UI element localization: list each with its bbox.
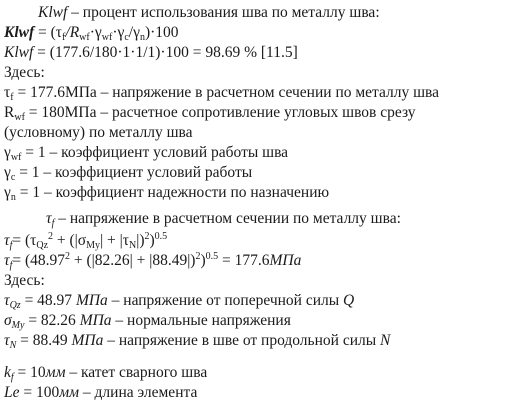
where-label-text: Здесь:: [4, 64, 45, 81]
smy-symbol: σ: [4, 312, 12, 329]
le-unit: мм: [59, 384, 80, 401]
tau-heading-text: – напряжение в расчетном сечении по металлу шва:: [54, 210, 401, 227]
gamma-c-sub: c: [10, 172, 16, 183]
smy-unit: МПа: [79, 312, 112, 329]
general-formula: [4, 24, 521, 42]
tqz-sub: Qz: [9, 300, 21, 311]
r-def-text-2: (условному) по металлу шва: [4, 124, 193, 141]
where-label-2-text: Здесь:: [4, 272, 45, 289]
tau-f1-a-sup: 2: [48, 231, 54, 242]
r-def-text: = 180МПа – расчетное сопротивление угловых швов срезу: [24, 104, 416, 121]
def-tau-qz: [4, 292, 521, 310]
def-gamma-c: [4, 164, 521, 182]
gamma-wf-sub: wf: [10, 152, 22, 163]
def-kf: [4, 364, 521, 382]
def-r-wf-cont: [4, 124, 521, 142]
tqz-text: – напряжение от поперечной силы: [107, 292, 344, 309]
tau-heading-sub: f: [51, 218, 55, 229]
numeric-rhs: = (177.6/180·1·1/1)·100 = 98.69 % [11.5]: [33, 44, 298, 61]
kf-unit: мм: [45, 364, 66, 381]
tau-f1-d-sup: 2: [144, 231, 150, 242]
def-le: [4, 384, 521, 402]
tau-f2-c-sup: 0.5: [205, 251, 219, 262]
tau-f1-b-sub: My: [86, 240, 101, 251]
tau-section-heading: [46, 210, 521, 228]
gamma-wf-symbol: γ: [4, 144, 11, 161]
kf-symbol: k: [4, 364, 11, 381]
tau-f1-b: + (|σ: [53, 232, 87, 249]
formula-sub-wf-2: wf: [101, 32, 113, 43]
tau-f1-lhs: τ: [4, 232, 10, 249]
tau-f1-a-sub: Qz: [36, 240, 49, 251]
formula-part-5: /γ: [128, 24, 140, 41]
def-tau-n: [4, 332, 521, 350]
tau-f1-d: |): [136, 232, 145, 249]
title-line: [38, 4, 521, 22]
formula-sub-f: f: [62, 32, 66, 43]
tqz-unit: МПа: [75, 292, 108, 309]
formula-lhs: Klwf: [4, 24, 35, 41]
tau-f2-a-sup: 2: [65, 251, 70, 262]
smy-text: – нормальные напряжения: [111, 312, 291, 329]
gamma-wf-text: = 1 – коэффициент условий работы шва: [21, 144, 289, 161]
tau-heading-symbol: τ: [46, 210, 52, 227]
tn-force: N: [380, 332, 391, 349]
kf-val: = 10: [13, 364, 46, 381]
le-text: – длина элемента: [79, 384, 198, 401]
r-sub: wf: [14, 112, 25, 123]
tau-f2-lhs: τ: [4, 252, 10, 269]
smy-sub: My: [11, 320, 25, 331]
gamma-n-sub: n: [10, 192, 16, 203]
formula-part-1: = (τ: [34, 24, 63, 41]
tqz-force: Q: [343, 292, 355, 309]
klwf-symbol: Klwf: [38, 4, 68, 21]
def-gamma-n: [4, 184, 521, 202]
le-val: = 100: [19, 384, 60, 401]
tau-f1-lhs-sub: f: [9, 240, 13, 251]
def-tau-f: [4, 84, 521, 102]
tau-f2-a: = (48.97: [12, 252, 65, 269]
tqz-symbol: τ: [4, 292, 10, 309]
tn-unit: МПа: [71, 332, 104, 349]
tau-sub: f: [10, 92, 14, 103]
gamma-n-symbol: γ: [4, 184, 11, 201]
tau-f2-b: + (|82.26| + |88.49|): [70, 252, 196, 269]
tau-f2-lhs-sub: f: [9, 260, 13, 271]
tau-f1-c: | + |τ: [100, 232, 129, 249]
formula-part-2: /R: [65, 24, 80, 41]
tau-formula-general: [4, 232, 521, 250]
tqz-val: = 48.97: [20, 292, 76, 309]
tau-f1-c-sub: N: [129, 240, 137, 251]
le-symbol: Le: [4, 384, 20, 401]
tn-val: = 88.49: [16, 332, 72, 349]
def-sigma-my: [4, 312, 521, 330]
formula-part-4: ·γ: [112, 24, 125, 41]
formula-sub-wf: wf: [79, 32, 90, 43]
def-gamma-wf: [4, 144, 521, 162]
numeric-lhs: Klwf: [4, 44, 34, 61]
tau-f2-d: = 177.6: [218, 252, 270, 269]
kf-sub: f: [10, 372, 14, 383]
title-text: – процент использования шва по металлу шва:: [67, 4, 380, 21]
smy-val: = 82.26: [24, 312, 80, 329]
numeric-formula: [4, 44, 521, 62]
tau-f2-unit: МПа: [269, 252, 302, 269]
gamma-c-symbol: γ: [4, 164, 11, 181]
tau-f1-a: = (τ: [12, 232, 37, 249]
def-r-wf: [4, 104, 521, 122]
tau-f2-b-sup: 2: [195, 251, 201, 262]
kf-text: – катет сварного шва: [65, 364, 208, 381]
tn-text: – напряжение в шве от продольной силы: [103, 332, 381, 349]
tau-symbol: τ: [4, 84, 11, 101]
tn-sub: N: [9, 340, 17, 351]
tn-symbol: τ: [4, 332, 10, 349]
tau-f2-c: ): [200, 252, 206, 269]
tau-def-text: = 177.6МПа – напряжение в расчетном сечении по металлу шва: [13, 84, 440, 101]
formula-sub-n: n: [139, 32, 145, 43]
r-symbol: R: [4, 104, 15, 121]
where-label-1: [4, 64, 521, 82]
tau-f1-e-sup: 0.5: [154, 231, 168, 242]
tau-f1-e: ): [149, 232, 155, 249]
tau-formula-numeric: [4, 252, 521, 270]
where-label-2: [4, 272, 521, 290]
gamma-c-text: = 1 – коэффициент условий работы: [15, 164, 253, 181]
gamma-n-text: = 1 – коэффициент надежности по назначению: [15, 184, 330, 201]
formula-part-3: ·γ: [89, 24, 102, 41]
formula-sub-c: c: [124, 32, 129, 43]
formula-part-6: )·100: [144, 24, 179, 41]
